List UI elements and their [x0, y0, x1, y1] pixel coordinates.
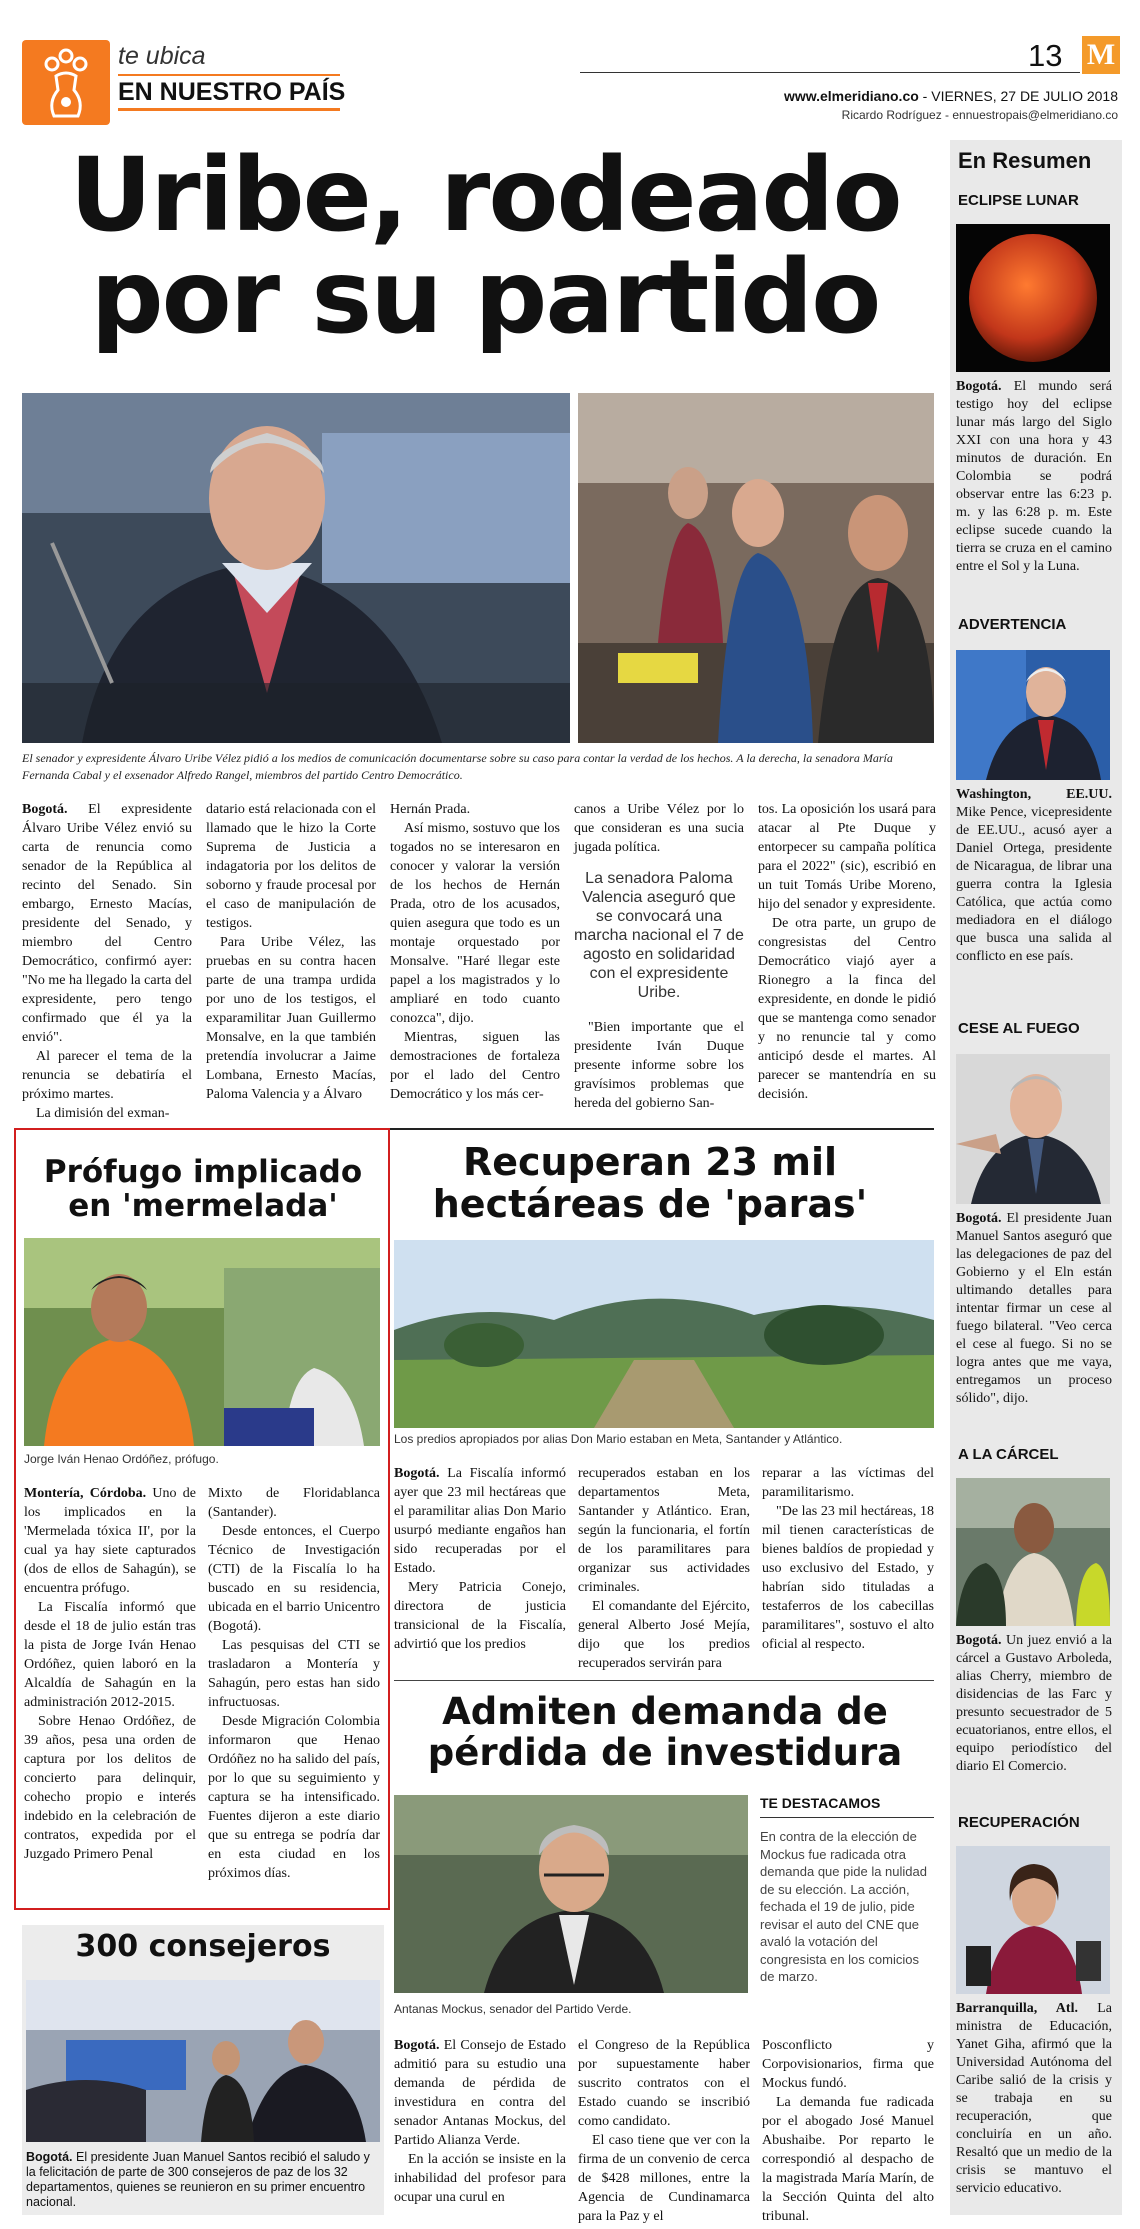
sidebar-text-recuperacion: Barranquilla, Atl. La ministra de Educación, Yanet Giha, afirmó que la Universidad Autónoma del Caribe salió de la crisis y se trabaja en su recuperación, que concluiría en un año. Resaltó que un medio de la crisis se mantuvo el servicio educativo. — [956, 2001, 1113, 2196]
sidebar-title: En Resumen — [958, 148, 1092, 173]
main-col-3: Hernán Prada. Así mismo, sostuvo que los togados no se interesaron en conocer y valorar la versión de los hechos de Hernán Prada, otro de los acusados, quien asegura que todo es un montaje orquestado por Monsalve. "Haré llegar este papel a los magistrados y lo ampliaré en todo cuanto conozca", dijo. Mientras, siguen las demostraciones de fortaleza por el lado del Centro Democrático y los más cer- — [390, 802, 560, 1102]
main-col-5: tos. La oposición los usará para atacar al Pte Duque y entorpecer su campaña política para el 2022" (sic), escribió en un tuit Tomás Uribe Moreno, hijo del senador y expresidente. De otra parte, un grupo de congresistas del Centro Democrático viajó ayer a Rionegro a la finca del expresidente, en donde le pidió que se mantenga como senador y no renuncie tal y como anticipó desde el martes. Al parecer se mantendría en su decisión. — [758, 802, 936, 1102]
masthead — [784, 88, 1118, 104]
cabal-rangel-photo — [578, 393, 934, 743]
sidebar-heading-carcel: A LA CÁRCEL — [958, 1446, 1059, 1463]
issue-date: - VIERNES, 27 DE JULIO 2018 — [918, 88, 1118, 104]
hectareas-col-1: Bogotá. La Fiscalía informó ayer que 23 mil hectáreas que el paramilitar alias Don Mario usurpó mediante engaños han sido recuperadas por el Estado. Mery Patricia Conejo, directora de justicia transicional de la Fiscalía, advirtió que los predios — [394, 1466, 566, 1652]
hectareas-col-2: recuperados estaban en los departamentos Meta, Santander y Atlántico. Eran, según la funcionaria, el fortín de los paramilitares para organizar sus actividades criminales. El comandante del Ejército, general Alberto José Mejía, dijo que los predios recuperados servirán para — [578, 1466, 750, 1671]
arboleda-photo — [956, 1478, 1110, 1626]
page-number: 13 — [1028, 38, 1063, 73]
demanda-col-2: el Congreso de la República por supuestamente haber suscrito contratos con el Estado cuando se inscribió como candidato. El caso tiene que ver con la firma de un convenio de cerca de $428 millones, entre la Agencia de Cundinamarca para la Paz y el — [578, 2038, 750, 2224]
dateline: Bogotá. — [22, 802, 68, 817]
main-photo-caption: El senador y expresidente Álvaro Uribe Vélez pidió a los medios de comunicación documentarse sobre su caso para contar la verdad de los hechos. A la derecha, la senadora María Fernanda Cabal y el exsenador Alfredo Rangel, miembros del partido Centro Democrático. — [22, 751, 893, 782]
sidebar-heading-recuperacion: RECUPERACIÓN — [958, 1814, 1080, 1831]
santos-photo — [956, 1054, 1110, 1204]
te-destacamos-title: TE DESTACAMOS — [760, 1795, 934, 1818]
profugo-col-1: Montería, Córdoba. Uno de los implicados en la 'Mermelada tóxica II', por la cual ya hay siete capturados (dos de ellos de Sahagún), se encuentra prófugo. La Fiscalía informó que desde el 18 de julio están tras la pista de Jorge Iván Henao Ordóñez, quien laboró en la Alcaldía de Sahagún en la administración 2012-2015. Sobre Henao Ordóñez, de 39 años, pesa una orden de captura por los delitos de concierto para delinquir, cohecho propio e interés indebido en la celebración de contratos, expedida por el Juzgado Primero Penal — [24, 1486, 196, 1862]
demanda-col-3: Posconflicto y Corpovisionarios, firma que Mockus fundó. La demanda fue radicada por el abogado José Manuel Abushaibe. Por reparto le correspondió al despacho de la magistrada María Marín, de la Sección Quinta del alto tribunal. — [762, 2038, 934, 2224]
main-col-2: datario está relacionada con el llamado que le hizo la Corte Suprema de Justicia a indagatoria por los delitos de soborno y fraude procesal por el caso de manipulación de testigos. Para Uribe Vélez, las pruebas en su contra hacen parte de una trampa urdida por uno de los testigos, el exparamilitar Juan Guillermo Monsalve, en la que también pretendía involucrar a Jaime Lombana, Ernesto Macías, Paloma Valencia y a Álvaro — [206, 802, 376, 1102]
main-col-4: canos a Uribe Vélez por lo que consideran es una sucia jugada política. La senadora Paloma Valencia aseguró que se convocará una marcha nacional el 7 de agosto en solidaridad con el expresidente Uribe. "Bien importante que el presidente Iván Duque presente informe sobre los gravísimos problemas que hereda del gobierno San- — [574, 802, 744, 1111]
mockus-photo — [394, 1795, 748, 1993]
giha-photo — [956, 1846, 1110, 1994]
consejeros-headline: 300 consejeros — [75, 1929, 331, 1964]
te-destacamos-box — [760, 1795, 934, 2005]
pull-quote: La senadora Paloma Valencia aseguró que se convocará una marcha nacional el 7 de agosto en solidaridad con el expresidente Uribe. — [574, 870, 744, 1001]
main-col-1: Bogotá. El expresidente Álvaro Uribe Vélez envió su carta de renuncia como senador de la República al recinto del Senado. Sin embargo, Ernesto Macías, presidente del Senado, y miembro del Centro Democrático, confirmó ayer: "No me ha llegado la carta del expresidente, pero tengo confirmado que él ya la envió". Al parecer el tema de la renuncia se debatiría el próximo martes. La dimisión del exman- — [22, 802, 192, 1121]
header-rule — [580, 72, 1080, 73]
hectareas-divider — [394, 1680, 934, 1681]
henao-caption: Jorge Iván Henao Ordóñez, prófugo. — [24, 1452, 219, 1466]
mockus-caption: Antanas Mockus, senador del Partido Verde. — [394, 2002, 632, 2016]
eclipse-photo — [956, 224, 1110, 372]
main-headline — [30, 136, 940, 357]
te-destacamos-text: En contra de la elección de Mockus fue radicada otra demanda que pide la nulidad de su elección. La acción, fechada el 19 de julio, pide revisar el auto del CNE que avaló la votación del congresista en los comicios de marzo. — [760, 1829, 927, 1984]
sidebar-heading-cese: CESE AL FUEGO — [958, 1020, 1080, 1037]
henao-photo — [24, 1238, 380, 1446]
sidebar-text-advertencia: Washington, EE.UU. Mike Pence, vicepresidente de EE.UU., acusó ayer a Daniel Ortega, presidente de Nicaragua, de librar una guerra contra la Iglesia Católica, que actúa como mediadora en el diálogo que busca una salida al conflicto en ese país. — [956, 787, 1112, 964]
uribe-photo — [22, 393, 570, 743]
landscape-caption: Los predios apropiados por alias Don Mario estaban en Meta, Santander y Atlántico. — [394, 1432, 843, 1446]
demanda-col-1: Bogotá. El Consejo de Estado admitió para su estudio una demanda de pérdida de investidura en contra del senador Antanas Mockus, del Partido Alianza Verde. En la acción se insiste en la inhabilidad del profesor para ocupar una curul en — [394, 2038, 566, 2205]
hectareas-col-3: reparar a las víctimas del paramilitarismo. "De las 23 mil hectáreas, 18 mil tienen características de bienes baldíos de propiedad y uso exclusivo del Estado, y habrían sido tituladas a testaferros de los cabecillas paramilitares", sostuvo el alto oficial al respecto. — [762, 1466, 934, 1652]
landscape-photo — [394, 1240, 934, 1428]
pence-photo — [956, 650, 1110, 780]
tag-rule-bottom — [118, 108, 340, 111]
figure-icon — [22, 40, 110, 125]
site-url[interactable]: www.elmeridiano.co — [783, 88, 919, 104]
byline: Ricardo Rodríguez - ennuestropais@elmeridiano.co — [841, 108, 1118, 122]
section-tag-line1: te ubica — [118, 42, 206, 70]
section-tag-line2: EN NUESTRO PAÍS — [118, 78, 346, 106]
newspaper-logo: M — [1082, 36, 1120, 74]
sidebar-text-cese: Bogotá. El presidente Juan Manuel Santos aseguró que las delegaciones de paz del Gobierno y el Eln están ultimando detalles para intentar firmar un cese al fuego bilateral. "Veo cerca el cese al fuego. Si no se logra antes que me vaya, entregamos un proceso sólido", dijo. — [956, 1211, 1112, 1406]
headline-line2: por su partido — [90, 238, 880, 357]
demanda-headline: Admiten demanda de pérdida de investidura — [427, 1690, 903, 1774]
section-logo — [22, 40, 110, 125]
sidebar-text-eclipse: Bogotá. El mundo será testigo hoy del eclipse lunar más largo del Siglo XXI con una hora y 43 minutos de duración. En Colombia se podrá observar entre las 6:23 p. m. y las 6:28 p. m. Este eclipse sucede cuando la tierra se cruza en el camino entre el Sol y la Luna. — [956, 379, 1112, 574]
sidebar-text-carcel: Bogotá. Un juez envió a la cárcel a Gustavo Arboleda, alias Cherry, miembro de disidencias de las Farc y presunto secuestrador de 5 ecuatorianos, entre ellos, el equipo periodístico del diario El Comercio. — [956, 1633, 1112, 1774]
sidebar-heading-advertencia: ADVERTENCIA — [958, 616, 1067, 633]
consejeros-photo — [26, 1980, 380, 2142]
sidebar-heading-eclipse: ECLIPSE LUNAR — [958, 192, 1079, 209]
profugo-headline: Prófugo implicado en 'mermelada' — [43, 1154, 363, 1225]
headline-line1: Uribe, rodeado — [69, 136, 901, 255]
profugo-col-2: Mixto de Floridablanca (Santander). Desde entonces, el Cuerpo Técnico de Investigación (CTI) de la Fiscalía lo ha buscado en su residencia, ubicada en el barrio Unicentro (Bogotá). Las pesquisas del CTI se trasladaron a Montería y Sahagún, pero estas han sido infructuosas. Desde Migración Colombia informaron que Henao Ordóñez no ha salido del país, por lo que su seguimiento y captura se ha intensificado. Fuentes dijeron a este diario que su entrega se podría dar en esta ciudad en los próximos días. — [208, 1486, 380, 1881]
consejeros-caption: Bogotá. El presidente Juan Manuel Santos recibió el saludo y la felicitación de parte de 300 consejeros de paz de los 32 departamentos, quienes se reunieron en su primer encuentro nacional. — [26, 2150, 370, 2209]
hectareas-headline: Recuperan 23 mil hectáreas de 'paras' — [432, 1140, 868, 1226]
tag-rule-top — [118, 74, 340, 76]
